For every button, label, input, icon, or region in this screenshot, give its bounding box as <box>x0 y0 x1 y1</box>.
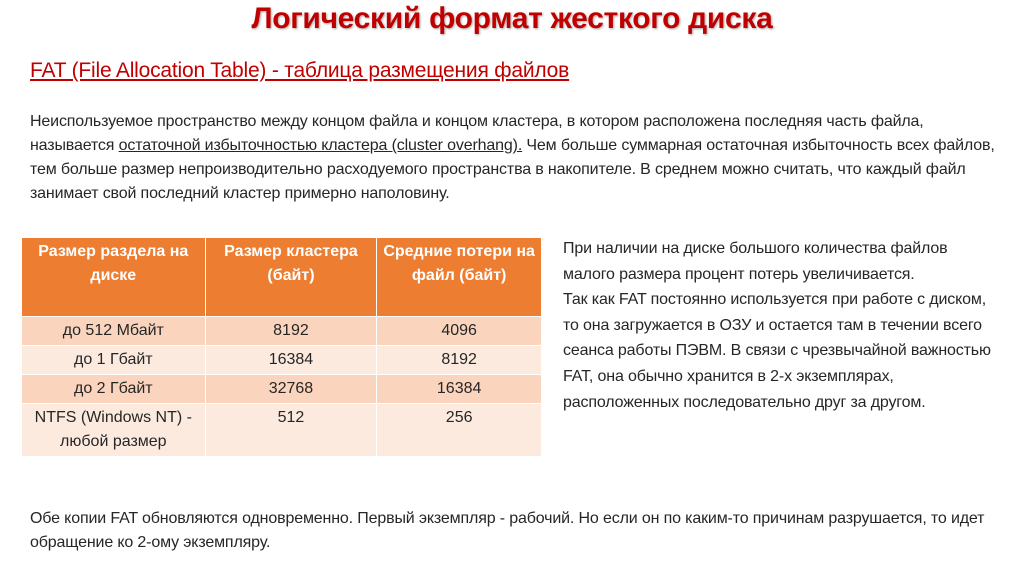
table-row <box>22 346 542 375</box>
cell-cluster-size: 8192 <box>205 317 377 346</box>
table-row <box>22 317 542 346</box>
slide-subtitle: FAT (File Allocation Table) - таблица размещения файлов <box>30 59 570 82</box>
bottom-text: Обе копии FAT обновляются одновременно. Первый экземпляр - рабочий. Но если он по каким-то причинам разрушается, то идет обращение ко 2-ому экземпляру. <box>30 510 985 551</box>
cell-cluster-size: 16384 <box>205 346 377 375</box>
header-cluster-size: Размер кластера (байт) <box>205 238 377 317</box>
table-row <box>22 375 542 404</box>
intro-text-after: Чем больше суммарная остаточная избыточность всех файлов, тем больше размер непроизводительно расходуемого пространства в накопителе. В среднем можно считать, что каждый файл занимает свой последний кластер примерно наполовину. <box>30 137 995 202</box>
cell-cluster-size: 512 <box>205 404 377 457</box>
header-partition-size: Размер раздела на диске <box>22 238 206 317</box>
bottom-paragraph <box>30 507 995 555</box>
intro-text-before: Неиспользуемое пространство между концом файла и концом кластера, в котором расположена последняя часть файла, называется <box>30 113 924 154</box>
side-paragraph-1: При наличии на диске большого количества файлов малого размера процент потерь увеличивается. <box>563 240 948 283</box>
cell-avg-loss: 16384 <box>377 375 542 404</box>
side-paragraph-2: Так как FAT постоянно используется при работе с диском, то она загружается в ОЗУ и остается там в течении всего сеанса работы ПЭВМ. В связи с чрезвычайной важностью FAT, она обычно хранится в 2-х экземплярах, расположенных последовательно друг за другом. <box>563 291 991 411</box>
cluster-size-table <box>21 237 542 457</box>
cell-partition-size: до 2 Гбайт <box>22 375 206 404</box>
table-header-row <box>22 238 542 317</box>
intro-paragraph <box>30 110 995 206</box>
cell-cluster-size: 32768 <box>205 375 377 404</box>
table-row <box>22 404 542 457</box>
header-avg-loss: Средние потери на файл (байт) <box>377 238 542 317</box>
cluster-overhang-term: остаточной избыточностью кластера (cluster overhang). <box>118 137 523 154</box>
cell-partition-size: NTFS (Windows NT) - любой размер <box>22 404 206 457</box>
cell-avg-loss: 256 <box>377 404 542 457</box>
slide-title: Логический формат жесткого диска <box>251 2 773 35</box>
cell-avg-loss: 8192 <box>377 346 542 375</box>
cell-avg-loss: 4096 <box>377 317 542 346</box>
cell-partition-size: до 512 Мбайт <box>22 317 206 346</box>
side-paragraph <box>563 236 1003 415</box>
cell-partition-size: до 1 Гбайт <box>22 346 206 375</box>
